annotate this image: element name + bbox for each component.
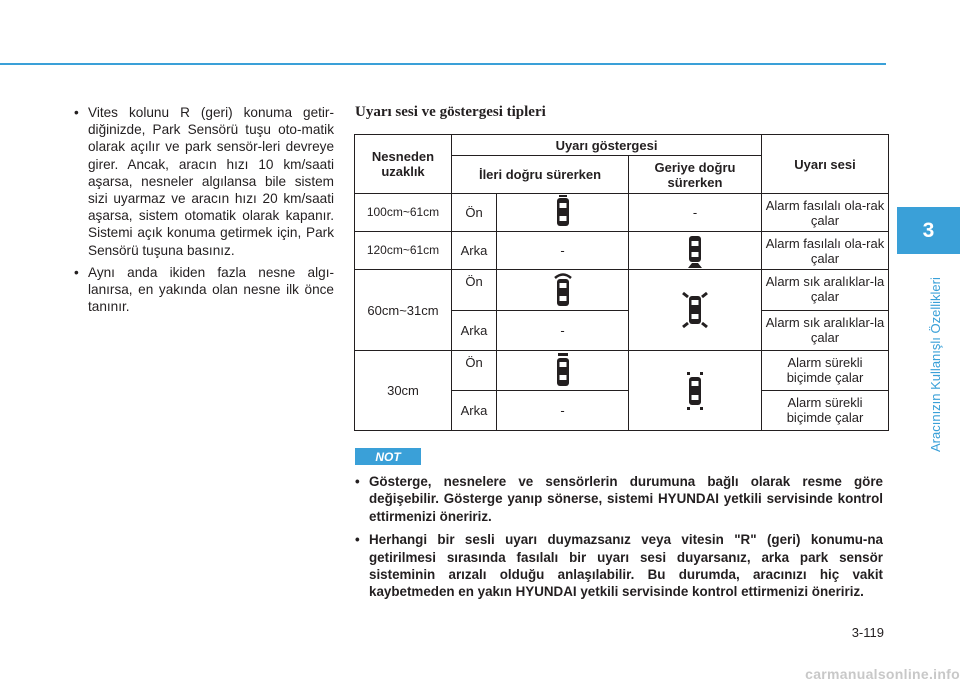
sound-cell: Alarm fasılalı ola-rak çalar: [762, 232, 889, 270]
side-cell: Arka: [452, 391, 497, 431]
table-row: [355, 270, 889, 311]
side-cell: Arka: [452, 311, 497, 351]
parking-car-all-arc-icon: [680, 289, 710, 331]
forward-cell: [497, 194, 629, 232]
side-cell: Ön: [452, 194, 497, 232]
distance-cell: 60cm~31cm: [355, 270, 452, 351]
header-distance: Nesneden uzaklık: [355, 135, 452, 194]
left-column-text: [74, 104, 334, 315]
note-badge: NOT: [355, 448, 421, 465]
side-cell: Arka: [452, 232, 497, 270]
note-item: • Gösterge, nesnelere ve sensörlerin durumuna bağlı olarak resme göre değişebilir. Gösterge yanıp sönerse, sistemi HYUNDAI yetkili servisinde kontrol ettirmenizi öneririz.: [355, 473, 883, 525]
table-row: [355, 232, 889, 270]
parking-car-front-close-icon: [553, 353, 573, 389]
forward-cell: -: [497, 311, 629, 351]
forward-cell: [497, 270, 629, 311]
header-sound: Uyarı sesi: [762, 135, 889, 194]
side-cell: Ön: [452, 351, 497, 391]
reverse-cell: [629, 270, 762, 351]
parking-car-front-icon: [554, 195, 572, 231]
bullet-item: • Aynı anda ikiden fazla nesne algı-lanırsa, en yakında olan nesne ilk önce tanınır.: [74, 264, 334, 316]
note-list: [355, 473, 883, 601]
table-row: [355, 194, 889, 232]
forward-cell: -: [497, 391, 629, 431]
sound-cell: Alarm sık aralıklar-la çalar: [762, 311, 889, 351]
header-reverse: Geriye doğru sürerken: [629, 156, 762, 194]
header-forward: İleri doğru sürerken: [452, 156, 629, 194]
note-item: • Herhangi bir sesli uyarı duymazsanız veya vitesin "R" (geri) konumu-na getirilmesi sırasında fasılalı bir uyarı sesi duyarsanız, arka park sensör sisteminin arızalı olduğu anlaşılabilir. Bu durumda, aracınızı hiç vakit kaybetmeden en yakın HYUNDAI yetkili servisinde kontrol ettirmenizi öneririz.: [355, 531, 883, 601]
side-cell: Ön: [452, 270, 497, 311]
distance-cell: 100cm~61cm: [355, 194, 452, 232]
table-row: [355, 351, 889, 391]
reverse-cell: [629, 232, 762, 270]
forward-cell: [497, 351, 629, 391]
bullet-item: • Vites kolunu R (geri) konuma getir-diğinizde, Park Sensörü tuşu oto-matik olarak açılır ve park sensör-leri devreye girer. Ancak, aracın hızı 10 km/saati aşarsa, nesneler algılansa bile sistem sizi uyarmaz ve aracın hızı 20 km/saati aşarsa, sistem otomatik olarak kapanır. Sistemi açık konuma getirmek için, Park Sensörü tuşuna basınız.: [74, 104, 334, 259]
distance-cell: 120cm~61cm: [355, 232, 452, 270]
reverse-cell: [629, 351, 762, 431]
chapter-title: Aracınızın Kullanışlı Özellikleri: [928, 277, 943, 452]
header-indicator: Uyarı göstergesi: [452, 135, 762, 156]
sound-cell: Alarm sürekli biçimde çalar: [762, 391, 889, 431]
warning-table: [354, 134, 889, 431]
section-title: Uyarı sesi ve göstergesi tipleri: [355, 104, 546, 120]
header-rule: [0, 63, 886, 65]
parking-car-rear-icon: [686, 233, 704, 269]
page-number: 3-119: [851, 625, 884, 640]
sound-cell: Alarm sık aralıklar-la çalar: [762, 270, 889, 311]
parking-car-front-arc-icon: [551, 272, 575, 308]
distance-cell: 30cm: [355, 351, 452, 431]
sound-cell: Alarm sürekli biçimde çalar: [762, 351, 889, 391]
watermark: carmanualsonline.info: [805, 666, 960, 682]
forward-cell: -: [497, 232, 629, 270]
chapter-number-tab: 3: [897, 207, 960, 254]
parking-car-all-close-icon: [682, 371, 708, 411]
sound-cell: Alarm fasılalı ola-rak çalar: [762, 194, 889, 232]
reverse-cell: -: [629, 194, 762, 232]
